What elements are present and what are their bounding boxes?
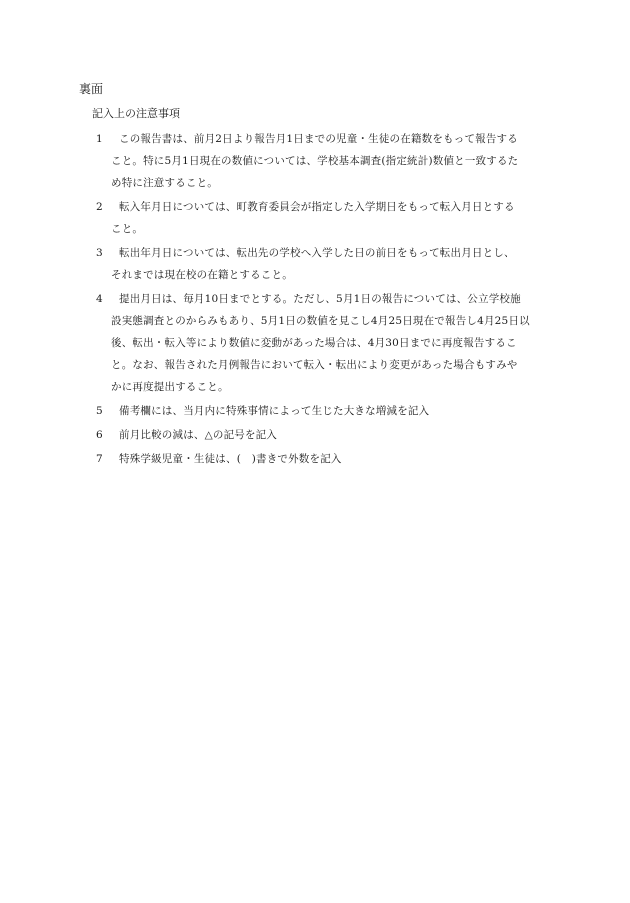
- note-line: 特殊学級児童・生徒は、( )書きで外数を記入: [119, 453, 342, 465]
- note-number: 4: [96, 293, 103, 305]
- notes-list: [96, 128, 556, 472]
- note-line: それまでは現在校の在籍とすること。: [111, 269, 293, 281]
- note-item-3: [96, 242, 556, 286]
- note-line: と。なお、報告された月例報告において転入・転出により変更があった場合もすみや: [111, 359, 518, 371]
- note-item-5: [96, 400, 556, 422]
- note-number: 5: [96, 405, 103, 417]
- note-line: 後、転出・転入等により数値に変動があった場合は、4月30日までに再度報告するこ: [111, 337, 517, 349]
- note-item-4: [96, 288, 556, 398]
- note-item-7: [96, 448, 556, 470]
- note-number: 7: [96, 453, 103, 465]
- page-title: 裏面: [79, 82, 104, 96]
- note-line: こと。特に5月1日現在の数値については、学校基本調査(指定統計)数値と一致するた: [111, 155, 519, 167]
- note-line: 転入年月日については、町教育委員会が指定した入学期日をもって転入月日とする: [119, 201, 515, 213]
- note-item-6: [96, 424, 556, 446]
- note-number: 6: [96, 429, 103, 441]
- note-line: 設実態調査とのからみもあり、5月1日の数値を見こし4月25日現在で報告し4月25日以: [111, 315, 530, 327]
- note-line: こと。: [111, 223, 144, 235]
- note-line: 備考欄には、当月内に特殊事情によって生じた大きな増減を記入: [119, 405, 430, 417]
- note-item-1: [96, 128, 556, 194]
- section-title: 記入上の注意事項: [92, 107, 180, 120]
- note-line: 前月比較の減は、△の記号を記入: [119, 429, 278, 441]
- note-line: かに再度提出すること。: [111, 381, 229, 393]
- note-line: 提出月日は、毎月10日までとする。ただし、5月1日の報告については、公立学校施: [119, 293, 521, 305]
- note-number: 2: [96, 201, 103, 213]
- note-line: め特に注意すること。: [111, 177, 218, 189]
- note-number: 1: [96, 133, 103, 145]
- note-line: この報告書は、前月2日より報告月1日までの児童・生徒の在籍数をもって報告する: [119, 133, 518, 145]
- note-line: 転出年月日については、転出先の学校へ入学した日の前日をもって転出月日とし、: [119, 247, 515, 259]
- note-item-2: [96, 196, 556, 240]
- note-number: 3: [96, 247, 103, 259]
